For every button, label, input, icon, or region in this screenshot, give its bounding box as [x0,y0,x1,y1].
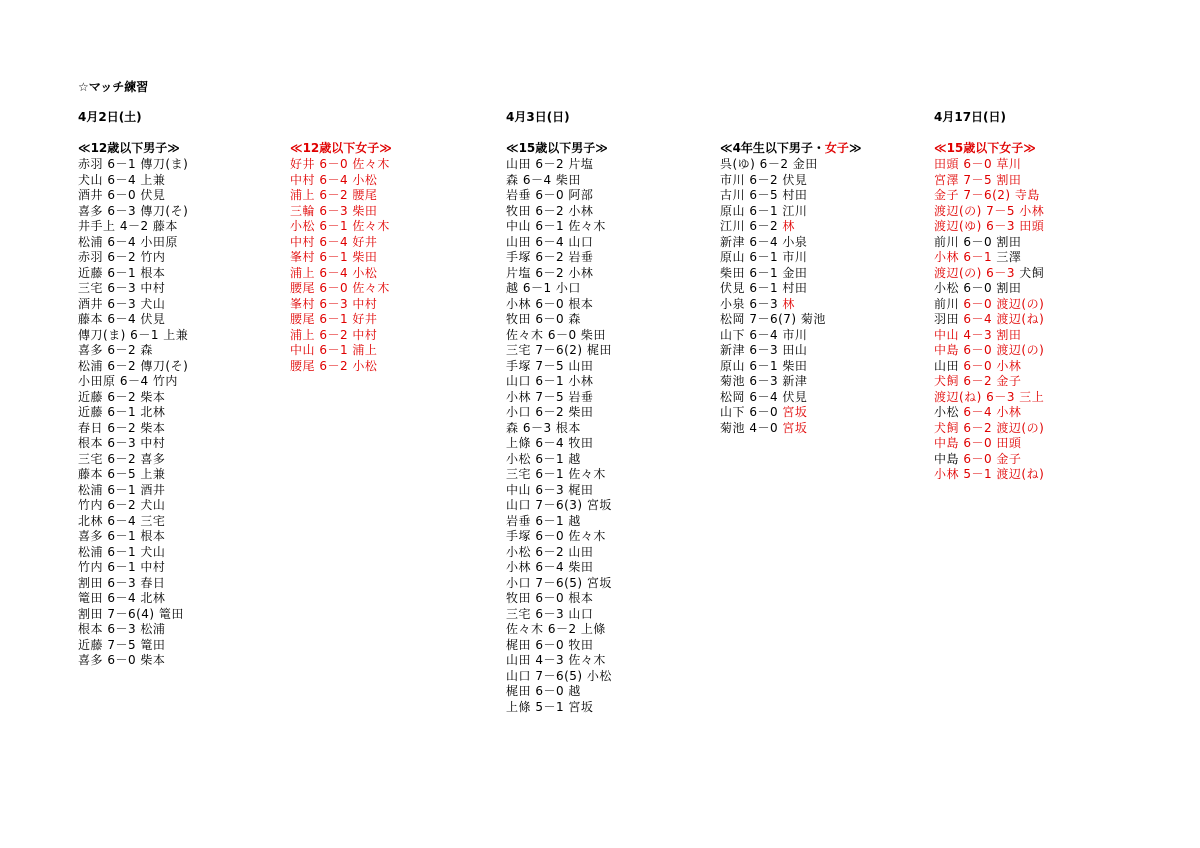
match-result-text: 藤本 6－5 上兼 [78,467,166,481]
match-result-row [290,204,392,220]
match-result-row [78,591,188,607]
match-result-row [720,343,862,359]
match-result-row [506,514,612,530]
match-result-text: 犬飼 [1019,265,1045,280]
match-result-text: 篭田 6－4 北林 [78,591,166,605]
match-result-text: 渡辺(の) 7－5 小林 [934,203,1045,218]
match-result-text: 柴田 6－1 金田 [720,265,808,280]
match-result-text: 山下 6－0 [720,405,783,419]
match-result-row [506,235,612,251]
match-result-row [78,560,188,576]
match-result-text: 山口 7－6(5) 小松 [506,668,612,683]
match-result-row [78,653,188,669]
date-label-apr17: 4月17日(日) [934,110,1007,124]
date-label-apr3: 4月3日(日) [506,110,570,124]
match-result-row [720,297,862,313]
heading-segment: ≪12歳以下男子≫ [78,141,180,155]
match-result-text: 中島 6－0 田頭 [934,436,1022,450]
match-result-text: 渡辺(の) 6－3 [934,265,1020,280]
match-result-text: 古川 6－5 村田 [720,188,808,202]
match-result-row [720,188,862,204]
match-result-text: 三宅 6－3 中村 [78,281,166,295]
match-result-text: 原山 6－1 江川 [720,203,808,218]
match-result-text: 犬飼 6－2 渡辺(の) [934,420,1045,435]
match-result-text: 片塩 6－2 小林 [506,265,594,280]
match-result-text: 好井 6－0 佐々木 [290,157,390,171]
match-result-row [506,297,612,313]
match-result-row [506,452,612,468]
match-result-text: 手塚 7－5 山田 [506,358,594,373]
match-result-text: 浦上 6－2 腰尾 [290,188,378,202]
match-result-text: 腰尾 6－1 好井 [290,312,378,326]
match-result-text: 腰尾 6－2 小松 [290,358,378,373]
match-result-row [506,421,612,437]
match-result-row [934,467,1044,483]
match-result-text: 手塚 6－0 佐々木 [506,529,606,543]
match-result-row [720,328,862,344]
match-result-row [720,374,862,390]
column-girls-u15 [934,140,1044,483]
match-result-row [290,188,392,204]
match-result-text: 赤羽 6－1 傳刀(ま) [78,157,189,171]
match-result-row [506,250,612,266]
match-result-text: 菊池 6－3 新津 [720,374,808,388]
match-result-row [934,266,1044,282]
match-result-row [506,173,612,189]
column-girls-u12 [290,140,392,374]
column-grade4-boys-girls [720,140,862,436]
match-result-row [290,359,392,375]
match-result-row [290,281,392,297]
match-result-text: 山口 6－1 小林 [506,374,594,388]
match-result-text: 岩垂 6－1 越 [506,513,581,528]
match-result-row [290,266,392,282]
match-result-text: 伏見 6－1 村田 [720,281,808,295]
match-result-text: 藤本 6－4 伏見 [78,312,166,326]
match-result-row [720,405,862,421]
match-result-text: 小松 6－2 山田 [506,544,594,559]
match-result-row [934,328,1044,344]
match-result-row [290,157,392,173]
heading-segment: ≪15歳以下女子≫ [934,141,1036,155]
match-result-text: 山田 [934,358,964,373]
match-result-row [78,498,188,514]
match-result-text: 市川 6－2 伏見 [720,172,808,187]
match-result-row [78,545,188,561]
match-result-row [506,560,612,576]
match-result-row [934,250,1044,266]
match-result-text: 越 6－1 小口 [506,281,581,295]
match-result-text: 小泉 6－3 [720,296,783,311]
match-result-row [290,297,392,313]
match-result-text: 中山 4－3 割田 [934,327,1022,342]
match-result-row [78,467,188,483]
match-result-text: 三宅 6－3 山口 [506,606,594,621]
match-result-row [934,359,1044,375]
match-result-row [934,281,1044,297]
match-result-row [934,421,1044,437]
match-result-row [934,219,1044,235]
match-result-text: 喜多 6－1 根本 [78,529,166,543]
match-result-text: 中山 6－1 浦上 [290,343,378,357]
match-result-text: 小林 6－4 柴田 [506,560,594,574]
match-result-text: 松浦 6－1 酒井 [78,482,166,497]
match-result-text: 三宅 7－6(2) 梶田 [506,343,612,357]
match-result-row [78,421,188,437]
match-result-row [78,281,188,297]
match-result-row [934,436,1044,452]
match-result-row [78,328,188,344]
match-result-row [506,529,612,545]
match-result-text: 峯村 6－1 柴田 [290,250,378,264]
match-result-text: 中村 6－4 好井 [290,234,378,249]
match-result-row [78,297,188,313]
match-result-text: 割田 6－3 春日 [78,575,166,590]
match-result-text: 小林 6－1 [934,250,997,264]
match-result-row [290,173,392,189]
match-result-row [78,622,188,638]
match-result-text: 新津 6－4 小泉 [720,234,808,249]
match-result-text: 上條 5－1 宮坂 [506,699,594,714]
match-result-row [934,173,1044,189]
match-result-row [506,390,612,406]
match-result-text: 浦上 6－4 小松 [290,265,378,280]
match-result-text: 三宅 6－1 佐々木 [506,467,606,481]
match-result-row [78,266,188,282]
match-result-text: 犬山 6－4 上兼 [78,172,166,187]
match-result-row [78,374,188,390]
match-result-row [78,359,188,375]
match-result-text: 6－0 渡辺(の) [963,296,1045,311]
match-result-row [506,700,612,716]
match-result-text: 羽田 [934,312,964,326]
match-result-text: 中山 6－1 佐々木 [506,219,606,233]
match-result-row [78,188,188,204]
match-result-row [934,374,1044,390]
match-result-row [934,188,1044,204]
match-result-text: 中島 [934,451,964,466]
match-result-row [934,390,1044,406]
match-result-row [506,328,612,344]
match-result-row [506,591,612,607]
match-result-text: 赤羽 6－2 竹内 [78,250,166,264]
match-result-text: 手塚 6－2 岩垂 [506,250,594,264]
match-result-row [78,250,188,266]
match-result-row [78,529,188,545]
match-result-row [720,266,862,282]
match-result-row [506,638,612,654]
match-result-text: 山田 6－2 片塩 [506,157,594,171]
match-result-text: 三輪 6－3 柴田 [290,203,378,218]
match-result-text: 三宅 6－2 喜多 [78,451,166,466]
match-result-row [78,204,188,220]
match-result-row [506,266,612,282]
match-result-text: 犬飼 6－2 金子 [934,374,1022,388]
section-heading [290,140,392,157]
match-result-row [506,359,612,375]
match-result-row [78,483,188,499]
match-result-text: 原山 6－1 柴田 [720,358,808,373]
match-result-row [506,219,612,235]
match-result-row [290,312,392,328]
match-result-text: 喜多 6－2 森 [78,343,153,357]
match-result-row [506,545,612,561]
match-result-text: 森 6－4 柴田 [506,172,581,187]
match-result-row [934,297,1044,313]
match-result-text: 梶田 6－0 牧田 [506,637,594,652]
match-result-row [78,405,188,421]
match-result-text: 小林 7－5 岩垂 [506,389,594,404]
match-result-text: 竹内 6－2 犬山 [78,498,166,512]
match-result-row [720,235,862,251]
match-result-row [78,436,188,452]
match-result-row [720,359,862,375]
match-result-text: 前川 [934,296,964,311]
match-result-row [506,669,612,685]
match-result-row [506,188,612,204]
match-result-text: 呉(ゆ) 6－2 金田 [720,157,818,171]
match-result-text: 松浦 6－1 犬山 [78,544,166,559]
section-heading [506,140,612,157]
match-result-row [506,622,612,638]
match-result-text: 渡辺(ゆ) 6－3 田頭 [934,219,1045,233]
match-result-text: 北林 6－4 三宅 [78,513,166,528]
section-heading [934,140,1044,157]
match-result-text: 春日 6－2 柴本 [78,420,166,435]
match-result-row [78,312,188,328]
match-result-row [506,204,612,220]
match-result-row [720,390,862,406]
match-result-text: 井手上 4－2 藤本 [78,219,178,233]
match-result-text: 金子 7－6(2) 寺島 [934,188,1040,202]
match-result-text: 峯村 6－3 中村 [290,296,378,311]
heading-segment: 女子 [824,141,849,155]
match-result-row [934,343,1044,359]
match-result-text: 小松 6－1 越 [506,451,581,466]
match-result-row [506,576,612,592]
match-result-text: 喜多 6－0 柴本 [78,653,166,667]
match-result-row [78,638,188,654]
match-result-row [720,312,862,328]
match-result-row [720,421,862,437]
match-result-text: 松浦 6－2 傳刀(そ) [78,358,189,373]
match-result-row [78,576,188,592]
heading-segment: ≫ [848,141,862,155]
match-result-row [78,157,188,173]
match-result-text: 岩垂 6－0 阿部 [506,188,594,202]
match-result-text: 牧田 6－2 小林 [506,203,594,218]
match-result-row [506,374,612,390]
match-result-text: 山下 6－4 市川 [720,327,808,342]
match-result-text: 原山 6－1 市川 [720,250,808,264]
match-result-text: 林 [782,296,795,311]
match-result-text: 三澤 [996,250,1022,264]
match-result-row [290,219,392,235]
match-result-text: 喜多 6－3 傳刀(そ) [78,203,189,218]
match-result-row [290,328,392,344]
match-result-text: 江川 6－2 [720,219,783,233]
match-result-text: 松岡 6－4 伏見 [720,389,808,404]
match-result-text: 佐々木 6－0 柴田 [506,327,606,342]
match-result-text: 林 [782,219,795,233]
match-result-text: 浦上 6－2 中村 [290,327,378,342]
match-result-text: 梶田 6－0 越 [506,684,581,698]
match-result-text: 小松 6－0 割田 [934,281,1022,295]
match-result-text: 牧田 6－0 森 [506,312,581,326]
match-result-row [78,514,188,530]
match-result-row [506,157,612,173]
match-result-row [934,312,1044,328]
match-result-text: 山口 7－6(3) 宮坂 [506,498,612,512]
match-result-row [720,173,862,189]
match-result-text: 前川 6－0 割田 [934,234,1022,249]
section-heading [78,140,188,157]
heading-segment: ≪15歳以下男子≫ [506,141,608,155]
match-result-text: 中島 6－0 渡辺(の) [934,343,1045,357]
date-label-apr2: 4月2日(土) [78,110,142,124]
match-result-text: 根本 6－3 松浦 [78,622,166,636]
match-result-text: 山田 4－3 佐々木 [506,653,606,667]
match-result-text: 酒井 6－3 犬山 [78,296,166,311]
match-result-row [290,343,392,359]
column-boys-u12 [78,140,188,669]
match-result-text: 小田原 6－4 竹内 [78,374,178,388]
match-result-row [78,219,188,235]
match-result-row [934,405,1044,421]
match-result-row [78,607,188,623]
match-result-row [506,483,612,499]
match-result-text: 山田 6－4 山口 [506,234,594,249]
match-result-row [720,281,862,297]
section-heading [720,140,862,157]
match-result-row [720,204,862,220]
match-result-text: 酒井 6－0 伏見 [78,188,166,202]
match-result-text: 近藤 6－2 柴本 [78,389,166,404]
match-result-row [506,343,612,359]
match-result-text: 近藤 7－5 篭田 [78,637,166,652]
match-result-text: 小口 7－6(5) 宮坂 [506,575,612,590]
match-result-text: 6－4 渡辺(ね) [963,312,1045,326]
match-result-row [934,452,1044,468]
match-result-row [934,235,1044,251]
heading-segment: ≪12歳以下女子≫ [290,141,392,155]
match-result-row [78,452,188,468]
match-result-text: 渡辺(ね) 6－3 三上 [934,389,1045,404]
match-result-text: 松岡 7－6(7) 菊池 [720,312,826,326]
match-result-text: 6－0 小林 [963,358,1022,373]
match-result-text: 中村 6－4 小松 [290,172,378,187]
match-result-text: 腰尾 6－0 佐々木 [290,281,390,295]
heading-segment: ≪4年生以下男子・ [720,141,825,155]
match-result-row [506,607,612,623]
match-result-row [78,173,188,189]
match-result-text: 小松 [934,405,964,419]
match-result-row [78,390,188,406]
match-result-text: 小口 6－2 柴田 [506,405,594,419]
match-result-text: 佐々木 6－2 上條 [506,622,606,636]
match-result-text: 田頭 6－0 草川 [934,157,1022,171]
match-result-text: 6－0 金子 [963,451,1022,466]
match-result-text: 近藤 6－1 根本 [78,265,166,280]
match-result-text: 根本 6－3 中村 [78,436,166,450]
match-result-row [506,467,612,483]
match-result-row [934,204,1044,220]
match-result-row [934,157,1044,173]
match-result-text: 森 6－3 根本 [506,420,581,435]
column-boys-u15 [506,140,612,715]
match-result-text: 中山 6－3 梶田 [506,482,594,497]
match-result-text: 宮坂 [782,405,808,419]
match-result-text: 新津 6－3 田山 [720,343,808,357]
match-result-text: 近藤 6－1 北林 [78,405,166,419]
match-result-text: 小松 6－1 佐々木 [290,219,390,233]
page-title: ☆マッチ練習 [78,80,149,94]
match-result-row [720,157,862,173]
match-result-text: 小林 5－1 渡辺(ね) [934,467,1045,481]
match-result-row [506,281,612,297]
match-result-row [290,250,392,266]
match-result-text: 牧田 6－0 根本 [506,591,594,605]
match-result-row [290,235,392,251]
match-result-text: 6－4 小林 [963,405,1022,419]
match-result-text: 上條 6－4 牧田 [506,436,594,450]
match-result-text: 割田 7－6(4) 篭田 [78,606,184,621]
match-result-row [506,436,612,452]
match-result-row [506,498,612,514]
match-result-text: 松浦 6－4 小田原 [78,234,178,249]
match-result-row [506,405,612,421]
match-result-text: 宮坂 [782,420,808,435]
match-result-row [506,653,612,669]
match-result-row [506,312,612,328]
match-result-row [78,235,188,251]
match-result-text: 小林 6－0 根本 [506,296,594,311]
match-result-row [720,250,862,266]
match-result-text: 傳刀(ま) 6－1 上兼 [78,327,189,342]
match-result-text: 宮澤 7－5 割田 [934,172,1022,187]
match-result-text: 菊池 4－0 [720,420,783,435]
match-result-row [720,219,862,235]
match-result-row [506,684,612,700]
match-result-row [78,343,188,359]
match-result-text: 竹内 6－1 中村 [78,560,166,574]
